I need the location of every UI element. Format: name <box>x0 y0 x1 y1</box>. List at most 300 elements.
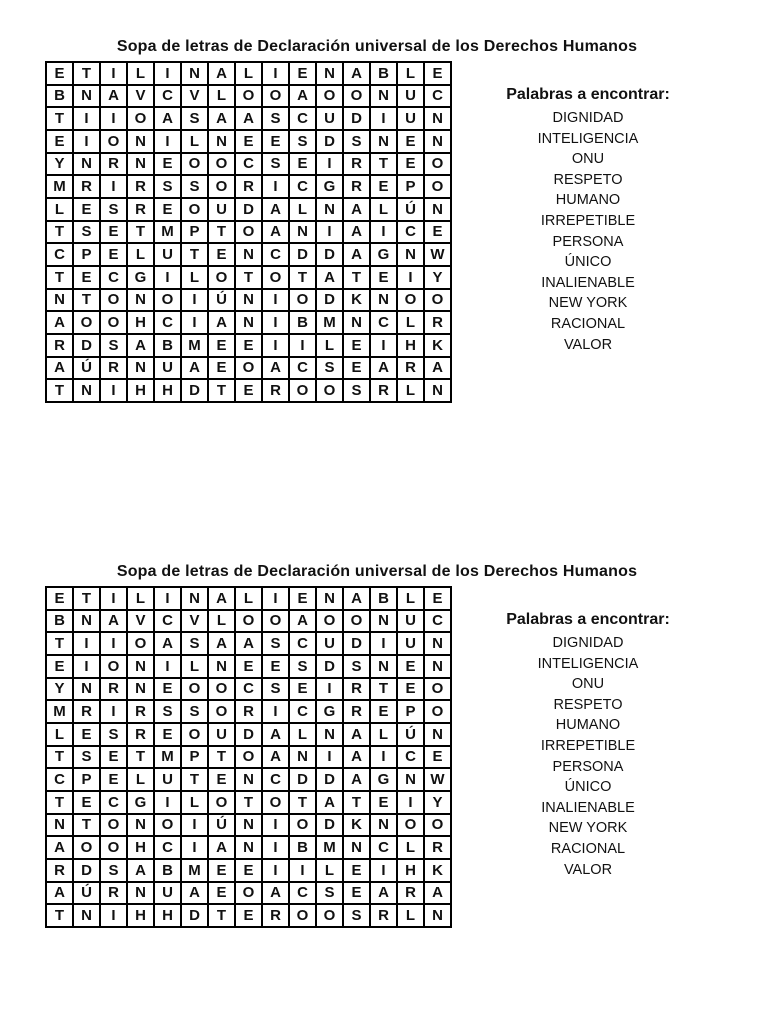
grid-cell: O <box>289 814 316 837</box>
grid-row <box>46 153 451 176</box>
grid-cell: O <box>424 700 451 723</box>
grid-cell: E <box>343 334 370 357</box>
grid-cell: E <box>370 266 397 289</box>
grid-cell: Ú <box>208 814 235 837</box>
grid-cell: R <box>343 678 370 701</box>
grid-cell: O <box>100 814 127 837</box>
grid-cell: I <box>262 836 289 859</box>
grid-cell: T <box>73 289 100 312</box>
grid-cell: C <box>154 85 181 108</box>
grid-cell: P <box>181 746 208 769</box>
letter-grid <box>45 586 452 928</box>
grid-cell: O <box>127 107 154 130</box>
grid-cell: E <box>100 243 127 266</box>
grid-cell: E <box>424 62 451 85</box>
grid-cell: G <box>316 175 343 198</box>
grid-cell: H <box>127 379 154 402</box>
grid-cell: I <box>73 655 100 678</box>
grid-cell: I <box>289 859 316 882</box>
grid-cell: I <box>316 153 343 176</box>
grid-cell: K <box>424 334 451 357</box>
grid-row <box>46 175 451 198</box>
grid-cell: R <box>262 379 289 402</box>
grid-cell: T <box>46 107 73 130</box>
grid-cell: O <box>100 655 127 678</box>
grid-cell: A <box>316 266 343 289</box>
grid-cell: W <box>424 243 451 266</box>
grid-cell: O <box>181 678 208 701</box>
word-item: ÚNICO <box>564 254 612 271</box>
grid-cell: C <box>397 221 424 244</box>
grid-row <box>46 655 451 678</box>
grid-cell: O <box>208 791 235 814</box>
grid-row <box>46 379 451 402</box>
grid-cell: D <box>289 243 316 266</box>
grid-cell: U <box>154 357 181 380</box>
grid-cell: S <box>100 198 127 221</box>
grid-cell: E <box>73 266 100 289</box>
grid-cell: A <box>289 85 316 108</box>
grid-cell: L <box>316 859 343 882</box>
grid-cell: I <box>370 334 397 357</box>
grid-cell: A <box>343 198 370 221</box>
grid-cell: T <box>208 379 235 402</box>
grid-cell: O <box>235 221 262 244</box>
grid-row <box>46 198 451 221</box>
grid-cell: A <box>208 311 235 334</box>
grid-cell: I <box>262 62 289 85</box>
grid-cell: E <box>46 130 73 153</box>
word-item: IRREPETIBLE <box>540 212 636 229</box>
grid-cell: I <box>100 379 127 402</box>
grid-cell: O <box>343 610 370 633</box>
grid-cell: N <box>235 289 262 312</box>
grid-row <box>46 130 451 153</box>
grid-cell: U <box>154 768 181 791</box>
grid-cell: U <box>397 632 424 655</box>
grid-cell: G <box>127 791 154 814</box>
grid-cell: E <box>397 655 424 678</box>
grid-row <box>46 610 451 633</box>
grid-cell: N <box>73 153 100 176</box>
grid-cell: I <box>316 221 343 244</box>
grid-cell: Y <box>46 678 73 701</box>
grid-cell: D <box>181 904 208 927</box>
grid-cell: O <box>262 266 289 289</box>
grid-cell: E <box>370 700 397 723</box>
grid-cell: L <box>289 198 316 221</box>
word-list <box>498 108 678 355</box>
grid-cell: O <box>154 289 181 312</box>
grid-cell: N <box>235 836 262 859</box>
word-item: VALOR <box>563 861 613 878</box>
word-item: HUMANO <box>555 717 621 734</box>
grid-cell: R <box>127 175 154 198</box>
word-item: RESPETO <box>553 696 623 713</box>
grid-cell: C <box>46 768 73 791</box>
grid-cell: T <box>181 768 208 791</box>
grid-cell: S <box>262 107 289 130</box>
grid-cell: A <box>370 882 397 905</box>
grid-cell: L <box>235 587 262 610</box>
grid-cell: S <box>343 379 370 402</box>
grid-cell: E <box>343 859 370 882</box>
grid-cell: L <box>127 62 154 85</box>
grid-cell: A <box>262 198 289 221</box>
grid-cell: O <box>208 266 235 289</box>
grid-cell: I <box>397 266 424 289</box>
grid-row <box>46 266 451 289</box>
grid-row <box>46 791 451 814</box>
grid-cell: L <box>397 904 424 927</box>
word-item: ÚNICO <box>564 779 612 796</box>
grid-cell: E <box>100 221 127 244</box>
grid-cell: S <box>154 700 181 723</box>
grid-cell: R <box>73 700 100 723</box>
grid-cell: O <box>424 153 451 176</box>
grid-cell: O <box>262 85 289 108</box>
grid-cell: O <box>316 379 343 402</box>
grid-cell: E <box>424 221 451 244</box>
grid-cell: S <box>181 175 208 198</box>
grid-cell: I <box>73 107 100 130</box>
grid-cell: L <box>397 62 424 85</box>
grid-row <box>46 723 451 746</box>
grid-cell: I <box>73 632 100 655</box>
grid-cell: A <box>424 357 451 380</box>
word-item: IRREPETIBLE <box>540 737 636 754</box>
grid-cell: I <box>73 130 100 153</box>
grid-cell: R <box>46 334 73 357</box>
grid-cell: T <box>46 904 73 927</box>
grid-cell: A <box>46 357 73 380</box>
grid-cell: A <box>154 632 181 655</box>
grid-cell: T <box>46 221 73 244</box>
grid-cell: I <box>100 587 127 610</box>
grid-cell: A <box>370 357 397 380</box>
grid-cell: L <box>127 243 154 266</box>
grid-cell: T <box>235 266 262 289</box>
grid-cell: C <box>235 678 262 701</box>
grid-cell: E <box>370 175 397 198</box>
word-item: VALOR <box>563 336 613 353</box>
grid-cell: T <box>46 266 73 289</box>
grid-cell: T <box>127 746 154 769</box>
grid-cell: I <box>316 678 343 701</box>
words-header: Palabras a encontrar: <box>506 86 670 103</box>
grid-cell: N <box>370 655 397 678</box>
grid-cell: D <box>316 655 343 678</box>
grid-cell: S <box>100 859 127 882</box>
grid-cell: I <box>154 266 181 289</box>
grid-cell: N <box>127 357 154 380</box>
grid-cell: N <box>424 379 451 402</box>
grid-cell: I <box>316 746 343 769</box>
grid-cell: R <box>262 904 289 927</box>
grid-cell: N <box>397 243 424 266</box>
grid-cell: N <box>181 62 208 85</box>
grid-cell: A <box>46 882 73 905</box>
grid-cell: A <box>208 107 235 130</box>
grid-cell: S <box>316 882 343 905</box>
grid-cell: E <box>208 334 235 357</box>
grid-cell: E <box>73 791 100 814</box>
grid-cell: B <box>289 836 316 859</box>
grid-cell: O <box>235 610 262 633</box>
grid-cell: E <box>154 198 181 221</box>
grid-cell: N <box>289 221 316 244</box>
grid-cell: D <box>235 198 262 221</box>
grid-cell: I <box>262 289 289 312</box>
grid-cell: N <box>127 814 154 837</box>
grid-cell: O <box>154 814 181 837</box>
grid-cell: U <box>316 107 343 130</box>
grid-cell: I <box>262 859 289 882</box>
grid-cell: R <box>127 700 154 723</box>
grid-cell: T <box>73 62 100 85</box>
grid-cell: N <box>73 85 100 108</box>
grid-cell: D <box>316 289 343 312</box>
grid-cell: C <box>154 311 181 334</box>
grid-cell: U <box>397 107 424 130</box>
word-item: DIGNIDAD <box>552 110 624 126</box>
grid-cell: N <box>208 655 235 678</box>
grid-cell: A <box>343 221 370 244</box>
grid-cell: L <box>181 791 208 814</box>
grid-cell: N <box>424 655 451 678</box>
grid-cell: T <box>370 678 397 701</box>
grid-cell: U <box>208 723 235 746</box>
grid-cell: U <box>154 243 181 266</box>
grid-cell: Ú <box>73 882 100 905</box>
word-item: INTELIGENCIA <box>537 655 639 672</box>
grid-cell: O <box>262 791 289 814</box>
grid-row <box>46 882 451 905</box>
grid-cell: E <box>73 198 100 221</box>
grid-cell: U <box>154 882 181 905</box>
grid-cell: D <box>316 130 343 153</box>
grid-cell: O <box>208 700 235 723</box>
grid-cell: N <box>46 814 73 837</box>
grid-cell: S <box>73 746 100 769</box>
grid-cell: R <box>100 357 127 380</box>
grid-cell: N <box>73 678 100 701</box>
grid-cell: R <box>424 311 451 334</box>
grid-cell: I <box>100 175 127 198</box>
grid-cell: A <box>343 746 370 769</box>
grid-cell: S <box>154 175 181 198</box>
grid-cell: L <box>397 587 424 610</box>
grid-cell: D <box>316 814 343 837</box>
grid-cell: T <box>289 266 316 289</box>
grid-cell: I <box>100 904 127 927</box>
grid-cell: V <box>127 85 154 108</box>
grid-cell: E <box>208 882 235 905</box>
grid-cell: N <box>235 243 262 266</box>
grid-cell: N <box>316 587 343 610</box>
words-panel <box>498 611 678 880</box>
grid-cell: S <box>262 678 289 701</box>
grid-cell: H <box>397 334 424 357</box>
word-list <box>498 633 678 880</box>
grid-cell: H <box>127 311 154 334</box>
grid-cell: E <box>289 587 316 610</box>
grid-cell: T <box>46 379 73 402</box>
grid-cell: D <box>73 859 100 882</box>
grid-cell: U <box>208 198 235 221</box>
grid-cell: N <box>424 723 451 746</box>
grid-cell: M <box>154 221 181 244</box>
grid-cell: A <box>208 587 235 610</box>
grid-cell: E <box>235 655 262 678</box>
grid-cell: O <box>424 289 451 312</box>
grid-row <box>46 357 451 380</box>
grid-cell: V <box>127 610 154 633</box>
grid-cell: A <box>424 882 451 905</box>
grid-cell: O <box>208 678 235 701</box>
grid-cell: S <box>262 153 289 176</box>
grid-cell: O <box>208 175 235 198</box>
grid-cell: I <box>100 700 127 723</box>
grid-cell: B <box>154 334 181 357</box>
grid-row <box>46 859 451 882</box>
grid-cell: R <box>370 379 397 402</box>
grid-row <box>46 836 451 859</box>
word-item: ONU <box>571 676 605 693</box>
grid-cell: N <box>127 882 154 905</box>
grid-cell: Y <box>424 791 451 814</box>
grid-cell: N <box>235 768 262 791</box>
grid-cell: N <box>127 153 154 176</box>
grid-cell: O <box>424 678 451 701</box>
grid-cell: I <box>154 587 181 610</box>
grid-cell: E <box>343 882 370 905</box>
grid-row <box>46 243 451 266</box>
grid-cell: B <box>154 859 181 882</box>
grid-cell: E <box>46 655 73 678</box>
grid-cell: I <box>154 655 181 678</box>
grid-cell: U <box>397 85 424 108</box>
grid-cell: O <box>316 85 343 108</box>
grid-cell: N <box>424 904 451 927</box>
grid-row <box>46 632 451 655</box>
grid-cell: T <box>370 153 397 176</box>
grid-cell: R <box>73 175 100 198</box>
word-item: INALIENABLE <box>541 274 635 291</box>
grid-cell: L <box>397 836 424 859</box>
grid-cell: D <box>73 334 100 357</box>
grid-cell: E <box>46 62 73 85</box>
grid-cell: L <box>397 311 424 334</box>
grid-cell: I <box>181 289 208 312</box>
grid-cell: M <box>316 836 343 859</box>
grid-cell: D <box>316 243 343 266</box>
grid-cell: H <box>154 379 181 402</box>
grid-cell: O <box>235 746 262 769</box>
grid-cell: S <box>100 723 127 746</box>
grid-cell: A <box>289 610 316 633</box>
grid-cell: R <box>397 882 424 905</box>
grid-cell: A <box>262 723 289 746</box>
grid-cell: N <box>235 311 262 334</box>
grid-cell: O <box>73 311 100 334</box>
grid-row <box>46 700 451 723</box>
grid-cell: U <box>316 632 343 655</box>
grid-cell: B <box>46 85 73 108</box>
grid-cell: B <box>289 311 316 334</box>
grid-cell: O <box>127 632 154 655</box>
grid-cell: N <box>370 289 397 312</box>
word-item: INALIENABLE <box>541 799 635 816</box>
grid-cell: S <box>289 655 316 678</box>
grid-cell: A <box>343 587 370 610</box>
grid-cell: E <box>289 153 316 176</box>
grid-cell: E <box>289 678 316 701</box>
grid-cell: I <box>262 814 289 837</box>
word-item: ONU <box>571 151 605 168</box>
grid-cell: R <box>397 357 424 380</box>
grid-row <box>46 107 451 130</box>
grid-cell: L <box>127 587 154 610</box>
grid-cell: R <box>100 882 127 905</box>
grid-cell: I <box>154 130 181 153</box>
grid-cell: E <box>235 904 262 927</box>
grid-cell: E <box>208 859 235 882</box>
grid-cell: T <box>343 266 370 289</box>
grid-cell: E <box>235 130 262 153</box>
grid-cell: O <box>397 289 424 312</box>
grid-cell: S <box>343 130 370 153</box>
grid-cell: W <box>424 768 451 791</box>
grid-cell: C <box>424 85 451 108</box>
grid-cell: T <box>289 791 316 814</box>
grid-cell: N <box>370 814 397 837</box>
grid-cell: N <box>316 62 343 85</box>
grid-cell: T <box>73 587 100 610</box>
grid-cell: N <box>370 610 397 633</box>
grid-cell: G <box>127 266 154 289</box>
word-item: RESPETO <box>553 171 623 188</box>
grid-cell: N <box>46 289 73 312</box>
grid-cell: P <box>73 768 100 791</box>
grid-cell: P <box>397 700 424 723</box>
grid-cell: A <box>181 882 208 905</box>
grid-cell: E <box>397 153 424 176</box>
grid-cell: N <box>397 768 424 791</box>
grid-cell: I <box>181 836 208 859</box>
grid-cell: N <box>370 130 397 153</box>
grid-cell: A <box>46 836 73 859</box>
grid-cell: I <box>100 632 127 655</box>
grid-cell: N <box>370 85 397 108</box>
grid-cell: E <box>154 723 181 746</box>
grid-cell: N <box>343 836 370 859</box>
grid-cell: I <box>397 791 424 814</box>
grid-cell: C <box>262 768 289 791</box>
word-item: NEW YORK <box>548 295 628 312</box>
grid-row <box>46 746 451 769</box>
grid-cell: A <box>208 836 235 859</box>
grid-cell: Ú <box>397 723 424 746</box>
grid-cell: Ú <box>73 357 100 380</box>
grid-cell: O <box>289 379 316 402</box>
grid-cell: S <box>181 107 208 130</box>
grid-cell: B <box>370 587 397 610</box>
puzzle-section-top <box>0 38 768 418</box>
word-item: HUMANO <box>555 192 621 209</box>
grid-cell: I <box>370 746 397 769</box>
grid-cell: R <box>100 678 127 701</box>
